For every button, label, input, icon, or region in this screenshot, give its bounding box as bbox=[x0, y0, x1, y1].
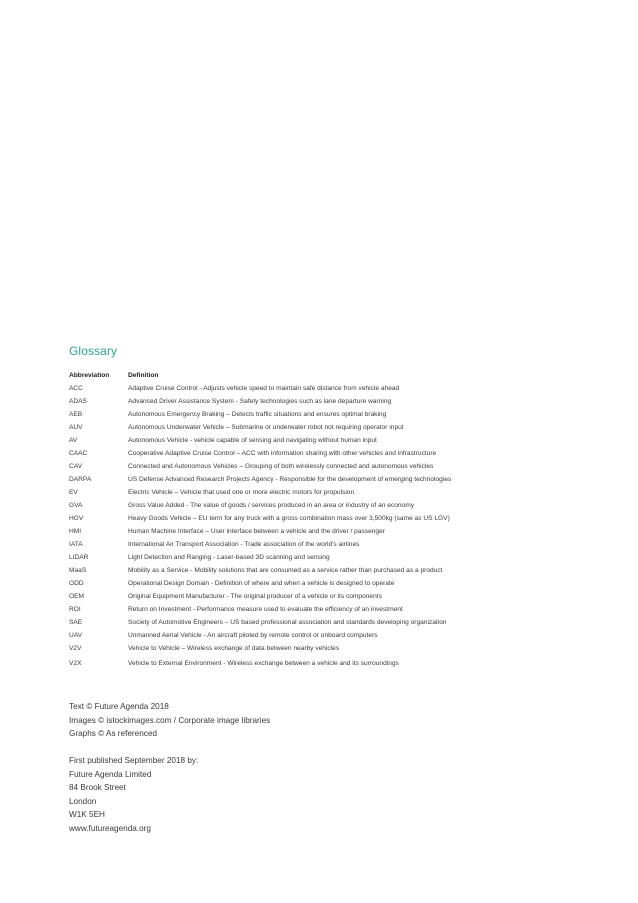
glossary-definition: Connected and Autonomous Vehicles – Grouping of both wirelessly connected and autonomous vehicles bbox=[128, 463, 434, 470]
publisher-website: www.futureagenda.org bbox=[69, 823, 151, 833]
glossary-definition: Cooperative Adaptive Cruise Control – ACC with information sharing with other vehicles and infrastructure bbox=[128, 450, 437, 457]
publisher-street: 84 Brook Street bbox=[69, 783, 126, 792]
glossary-rows bbox=[69, 386, 609, 674]
glossary-abbreviation: V2V bbox=[69, 645, 82, 652]
glossary-definition: Autonomous Vehicle - vehicle capable of sensing and navigating without human input bbox=[128, 437, 377, 444]
glossary-definition: Adaptive Cruise Control - Adjusts vehicle speed to maintain safe distance from vehicle ahead bbox=[128, 385, 400, 392]
glossary-abbreviation: LIDAR bbox=[69, 554, 89, 561]
glossary-definition: Human Machine Interface – User interface between a vehicle and the driver / passenger bbox=[128, 528, 385, 535]
glossary-abbreviation: ACC bbox=[69, 385, 83, 392]
glossary-abbreviation: MaaS bbox=[69, 567, 87, 574]
credits-block bbox=[69, 700, 270, 835]
glossary-definition: Unmanned Aerial Vehicle - An aircraft piloted by remote control or onboard computers bbox=[128, 632, 378, 639]
glossary-abbreviation: ODD bbox=[69, 580, 84, 587]
glossary-table bbox=[69, 373, 609, 674]
glossary-abbreviation: HGV bbox=[69, 515, 84, 522]
glossary-definition: Operational Design Domain - Definition of where and when a vehicle is designed to operate bbox=[128, 580, 395, 587]
glossary-definition: Society of Automotive Engineers – US based professional association and standards developing organization bbox=[128, 619, 447, 626]
glossary-definition: Advanced Driver Assistance System - Safety technologies such as lane departure warning bbox=[128, 398, 392, 405]
glossary-definition: International Air Transport Association - Trade association of the world's airlines bbox=[128, 541, 360, 548]
glossary-definition: Electric Vehicle – Vehicle that used one or more electric motors for propulsion bbox=[128, 489, 355, 496]
glossary-abbreviation: SAE bbox=[69, 619, 83, 626]
spacer bbox=[69, 741, 270, 755]
glossary-definition: Heavy Goods Vehicle – EU term for any truck with a gross combination mass over 3,500kg (same as US LGV) bbox=[128, 515, 450, 522]
glossary-abbreviation: IATA bbox=[69, 541, 83, 548]
glossary-definition: US Defense Advanced Research Projects Agency - Responsible for the development of emerging technologies bbox=[128, 476, 452, 483]
glossary-abbreviation: CAV bbox=[69, 463, 83, 470]
graphs-credit: Graphs © As referenced bbox=[69, 729, 157, 738]
glossary-abbreviation: UAV bbox=[69, 632, 83, 639]
glossary-definition: Mobility as a Service - Mobility solutions that are consumed as a service rather than purchased as a product bbox=[128, 567, 443, 574]
images-credit: Images © istockimages.com / Corporate image libraries bbox=[69, 715, 271, 725]
published-line: First published September 2018 by: bbox=[69, 756, 199, 765]
glossary-definition: Gross Value Added - The value of goods / services produced in an area or industry of an economy bbox=[128, 502, 415, 509]
glossary-abbreviation: AV bbox=[69, 437, 78, 444]
glossary-definition: Vehicle to Vehicle – Wireless exchange of data between nearby vehicles bbox=[128, 645, 340, 652]
glossary-definition: Autonomous Emergency Braking – Detects traffic situations and ensures optimal braking bbox=[128, 411, 387, 418]
glossary-definition: Light Detection and Ranging - Laser-based 3D scanning and sensing bbox=[128, 554, 330, 561]
publisher-city: London bbox=[69, 796, 97, 806]
glossary-abbreviation: ROI bbox=[69, 606, 81, 613]
definition-header: Definition bbox=[128, 372, 159, 379]
glossary-abbreviation: HMI bbox=[69, 528, 82, 535]
glossary-definition: Return on Investment - Performance measure used to evaluate the efficiency of an investment bbox=[128, 606, 403, 613]
glossary-abbreviation: DARPA bbox=[69, 476, 92, 483]
publisher-postcode: W1K 5EH bbox=[69, 810, 105, 819]
glossary-abbreviation: AEB bbox=[69, 411, 83, 418]
glossary-row bbox=[69, 661, 609, 674]
glossary-abbreviation: V2X bbox=[69, 660, 82, 667]
glossary-abbreviation: GVA bbox=[69, 502, 83, 509]
publisher-name: Future Agenda Limited bbox=[69, 769, 152, 779]
glossary-definition: Original Equipment Manufacturer - The original producer of a vehicle or its components bbox=[128, 593, 382, 600]
glossary-definition: Vehicle to External Environment - Wireless exchange between a vehicle and its surroundings bbox=[128, 660, 399, 667]
glossary-abbreviation: AUV bbox=[69, 424, 83, 431]
glossary-abbreviation: EV bbox=[69, 489, 78, 496]
glossary-abbreviation: OEM bbox=[69, 593, 85, 600]
glossary-row bbox=[69, 646, 609, 659]
text-credit: Text © Future Agenda 2018 bbox=[69, 702, 169, 711]
glossary-abbreviation: CAAC bbox=[69, 450, 88, 457]
glossary-title: Glossary bbox=[69, 344, 118, 358]
glossary-definition: Autonomous Underwater Vehicle – Submarine or underwater robot not requiring operator input bbox=[128, 424, 404, 431]
glossary-abbreviation: ADAS bbox=[69, 398, 87, 405]
abbreviation-header: Abbreviation bbox=[69, 372, 110, 379]
